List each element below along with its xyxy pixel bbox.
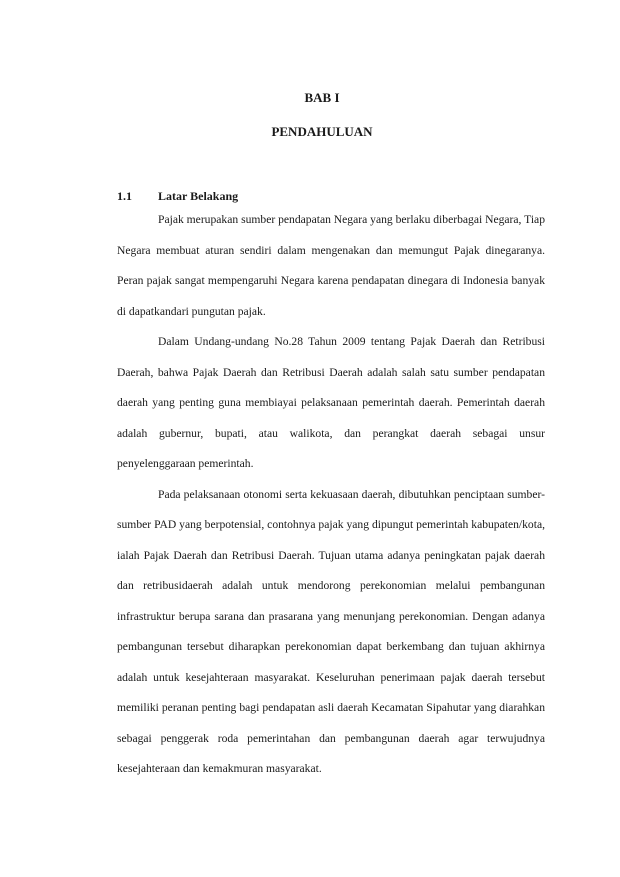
section-heading	[117, 189, 238, 204]
paragraph-3: Pada pelaksanaan otonomi serta kekuasaan daerah, dibutuhkan penciptaan sumber-sumber PAD yang berpotensial, contohnya pajak yang dipungut pemerintah kabupaten/kota, ialah Pajak Daerah dan Retribusi Daerah. Tujuan utama adanya peningkatan pajak daerah dan retribusidaerah adalah untuk mendorong perekonomian melalui pembangunan infrastruktur berupa sarana dan prasarana yang menunjang perekonomian. Dengan adanya pembangunan tersebut diharapkan perekonomian dapat berkembang dan tujuan akhirnya adalah untuk kesejahteraan masyarakat. Keseluruhan penerimaan pajak daerah tersebut memiliki peranan penting bagi pendapatan asli daerah Kecamatan Sipahutar yang diarahkan sebagai penggerak roda pemerintahan dan pembangunan daerah agar terwujudnya kesejahteraan dan kemakmuran masyarakat.	[117, 487, 545, 775]
chapter-title: PENDAHULUAN	[271, 124, 373, 139]
paragraph-2: Dalam Undang-undang No.28 Tahun 2009 tentang Pajak Daerah dan Retribusi Daerah, bahwa Pajak Daerah dan Retribusi Daerah adalah salah satu sumber pendapatan daerah yang penting guna membiayai pelaksanaan pemerintah daerah. Pemerintah daerah adalah gubernur, bupati, atau walikota, dan perangkat daerah sebagai unsur penyelenggaraan pemerintah.	[117, 335, 545, 470]
section-number: 1.1	[117, 189, 132, 203]
paragraph-1: Pajak merupakan sumber pendapatan Negara yang berlaku diberbagai Negara, Tiap Negara membuat aturan sendiri dalam mengenakan dan memungut Pajak dinegaranya. Peran pajak sangat mempengaruhi Negara karena pendapatan dinegara di Indonesia banyak di dapatkandari pungutan pajak.	[117, 213, 545, 318]
body-text	[117, 205, 545, 785]
section-title: Latar Belakang	[158, 189, 239, 203]
chapter-label: BAB I	[304, 90, 340, 105]
